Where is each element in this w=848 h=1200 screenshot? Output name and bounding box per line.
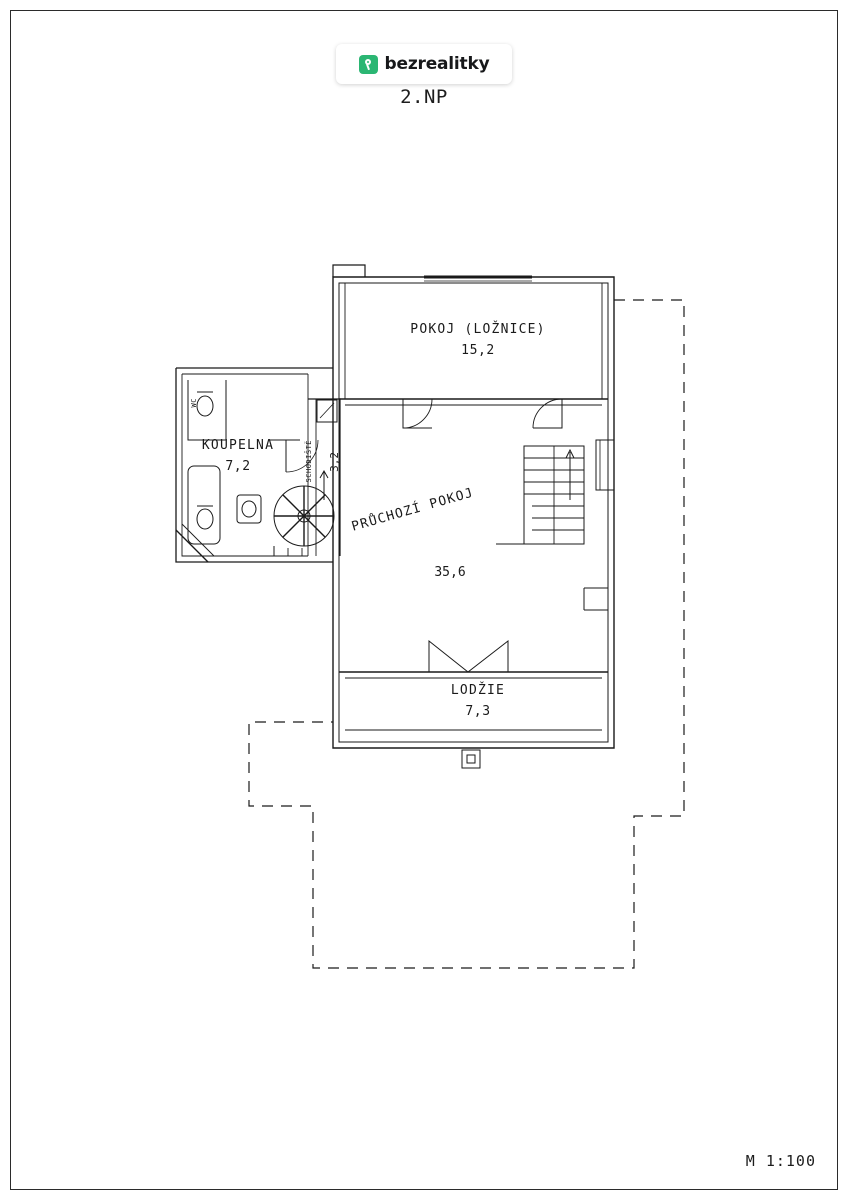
room-area-passage-room: 35,6	[434, 565, 466, 580]
room-name: POKOJ (LOŽNICE)	[410, 322, 546, 337]
room-area: 7,3	[465, 704, 491, 719]
room-name-passage-room: PRŮCHOZÍ POKOJ	[349, 485, 476, 535]
brand-name: bezrealitky	[384, 54, 490, 74]
room-area: 15,2	[461, 343, 495, 358]
room-name: LODŽIE	[450, 683, 506, 698]
room-name-staircase: SCHODIŠTĚ	[305, 440, 313, 483]
floor-title: 2.NP	[400, 86, 448, 108]
room-area: 7,2	[225, 459, 251, 474]
room-area-staircase: 3,2	[328, 452, 341, 472]
room-name: KOUPELNA	[201, 438, 275, 453]
room-name-wc: WC	[190, 398, 198, 408]
scale-label: M 1:100	[745, 1152, 816, 1170]
